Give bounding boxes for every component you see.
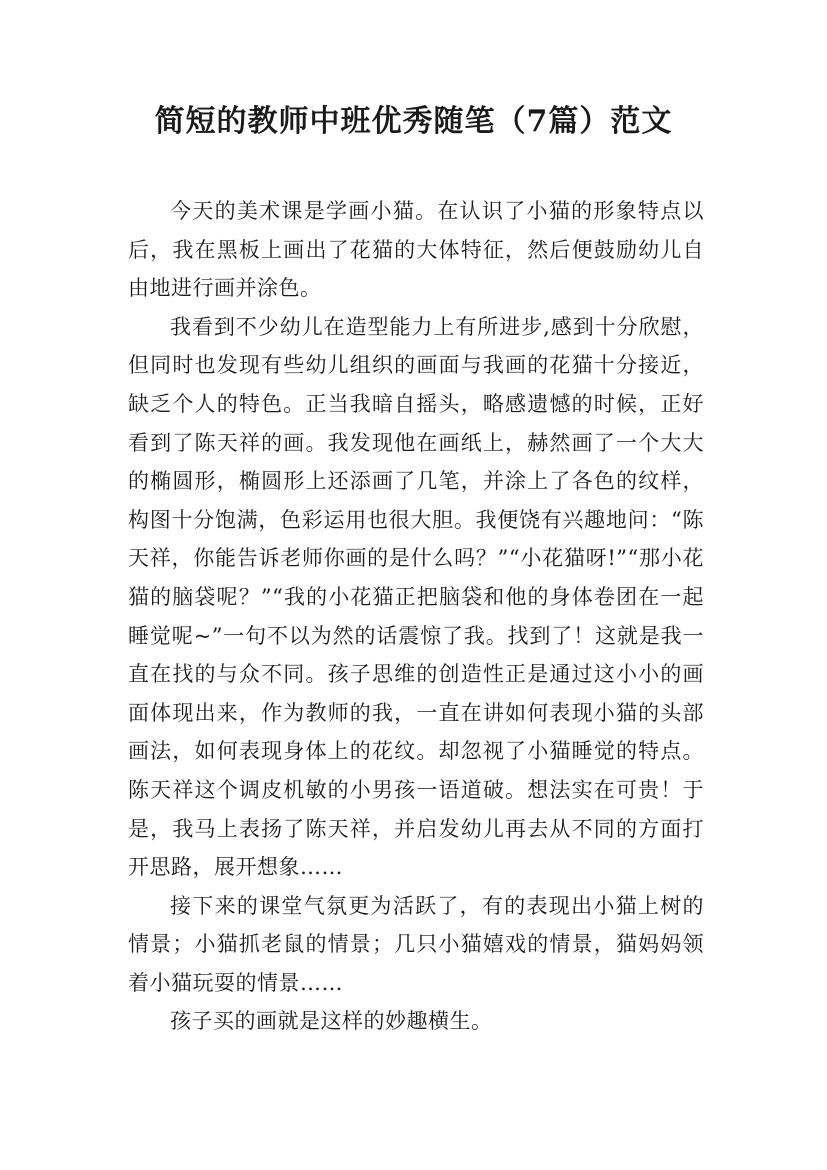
paragraph: 接下来的课堂气氛更为活跃了，有的表现出小猫上树的情景；小猫抓老鼠的情景；几只小猫嬉戏的情景，猫妈妈领着小猫玩耍的情景……	[128, 893, 704, 995]
document-title: 简短的教师中班优秀随笔（7篇）范文	[154, 104, 673, 139]
paragraph: 孩子买的画就是这样的妙趣横生。	[170, 1009, 493, 1034]
paragraph: 我看到不少幼儿在造型能力上有所进步,感到十分欣慰，但同时也发现有些幼儿组织的画面与我画的花猫十分接近，缺乏个人的特色。正当我暗自摇头，略感遗憾的时候，正好看到了陈天祥的画。我发现他在画纸上，赫然画了一个大大的椭圆形，椭圆形上还添画了几笔，并涂上了各色的纹样，构图十分饱满，色彩运用也很大胆。我便饶有兴趣地问：“陈天祥，你能告诉老师你画的是什么吗？”“小花猫呀!”“那小花猫的脑袋呢？”“我的小花猫正把脑袋和他的身体卷团在一起睡觉呢~”一句不以为然的话震惊了我。找到了！这就是我一直在找的与众不同。孩子思维的创造性正是通过这小小的画面体现出来，作为教师的我，一直在讲如何表现小猫的头部画法，如何表现身体上的花纹。却忽视了小猫睡觉的特点。陈天祥这个调皮机敏的小男孩一语道破。想法实在可贵！于是，我马上表扬了陈天祥，并启发幼儿再去从不同的方面打开思路，展开想象……	[128, 314, 704, 880]
paragraph: 今天的美术课是学画小猫。在认识了小猫的形象特点以后，我在黑板上画出了花猫的大体特征，然后便鼓励幼儿自由地进行画并涂色。	[128, 199, 704, 301]
document-body	[128, 192, 704, 1041]
